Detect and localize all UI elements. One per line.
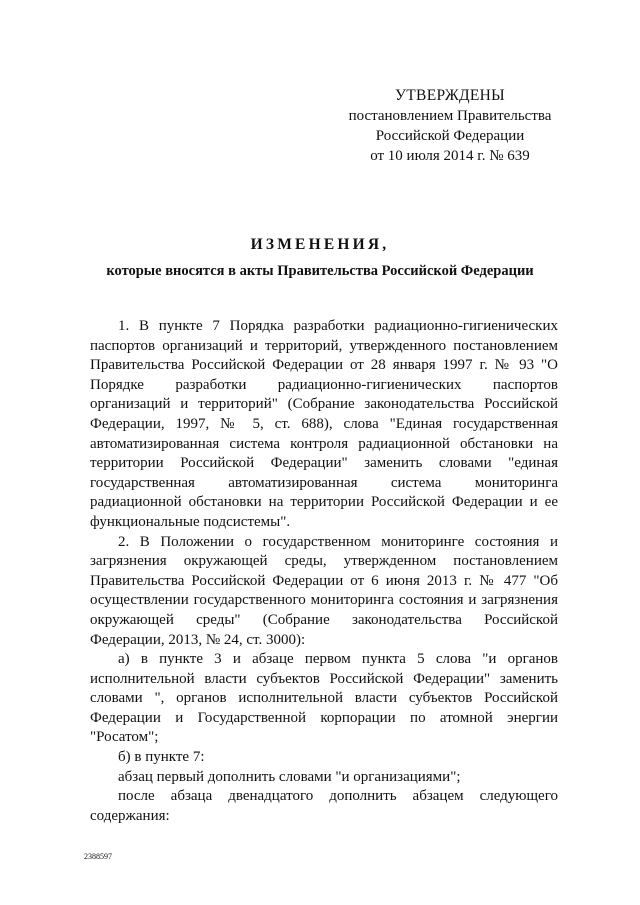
approval-heading: УТВЕРЖДЕНЫ bbox=[395, 87, 505, 104]
approval-line-date: от 10 июля 2014 г. № 639 bbox=[370, 148, 530, 164]
paragraph-2b-item-1: абзац первый дополнить словами "и организациями"; bbox=[118, 768, 461, 785]
document-code: 2388597 bbox=[84, 852, 112, 861]
paragraph-2a: а) в пункте 3 и абзаце первом пункта 5 слова "и органов исполнительной власти субъектов Российской Федерации" заменить словами ", органов исполнительной власти субъектов Российской Федерации и Государственной корпорации по атомной энергии "Росатом"; bbox=[90, 651, 558, 746]
paragraph-2b: б) в пункте 7: bbox=[118, 749, 205, 766]
paragraph-2b-item-2: после абзаца двенадцатого дополнить абзацем следующего содержания: bbox=[90, 788, 558, 824]
document-title: ИЗМЕНЕНИЯ, bbox=[250, 236, 390, 253]
document-body bbox=[90, 317, 558, 826]
approval-line-decree: постановлением Правительства bbox=[348, 108, 552, 124]
approval-line-country: Российской Федерации bbox=[375, 128, 525, 144]
document-subtitle: которые вносятся в акты Правительства Российской Федерации bbox=[106, 263, 534, 279]
paragraph-2: 2. В Положении о государственном мониторинге состояния и загрязнения окружающей среды, утвержденном постановлением Правительства Российской Федерации от 6 июня 2013 г. № 477 "Об осуществлении государственного мониторинга состояния и загрязнения окружающей среды" (Собрание законодательства Российской Федерации, 2013, № 24, ст. 3000): bbox=[90, 533, 558, 648]
paragraph-1: 1. В пункте 7 Порядка разработки радиационно-гигиенических паспортов организаций и территорий, утвержденного постановлением Правительства Российской Федерации от 28 января 1997 г. № 93 "О Порядке разработки радиационно-гигиенических паспортов организаций и территорий" (Собрание законодательства Российской Федерации, 1997, № 5, ст. 688), слова "Единая государственная автоматизированная система контроля радиационной обстановки на территории Российской Федерации" заменить словами "единая государственная автоматизированная система мониторинга радиационной обстановки на территории Российской Федерации и ее функциональные подсистемы". bbox=[90, 318, 558, 530]
approval-stamp bbox=[330, 86, 570, 166]
